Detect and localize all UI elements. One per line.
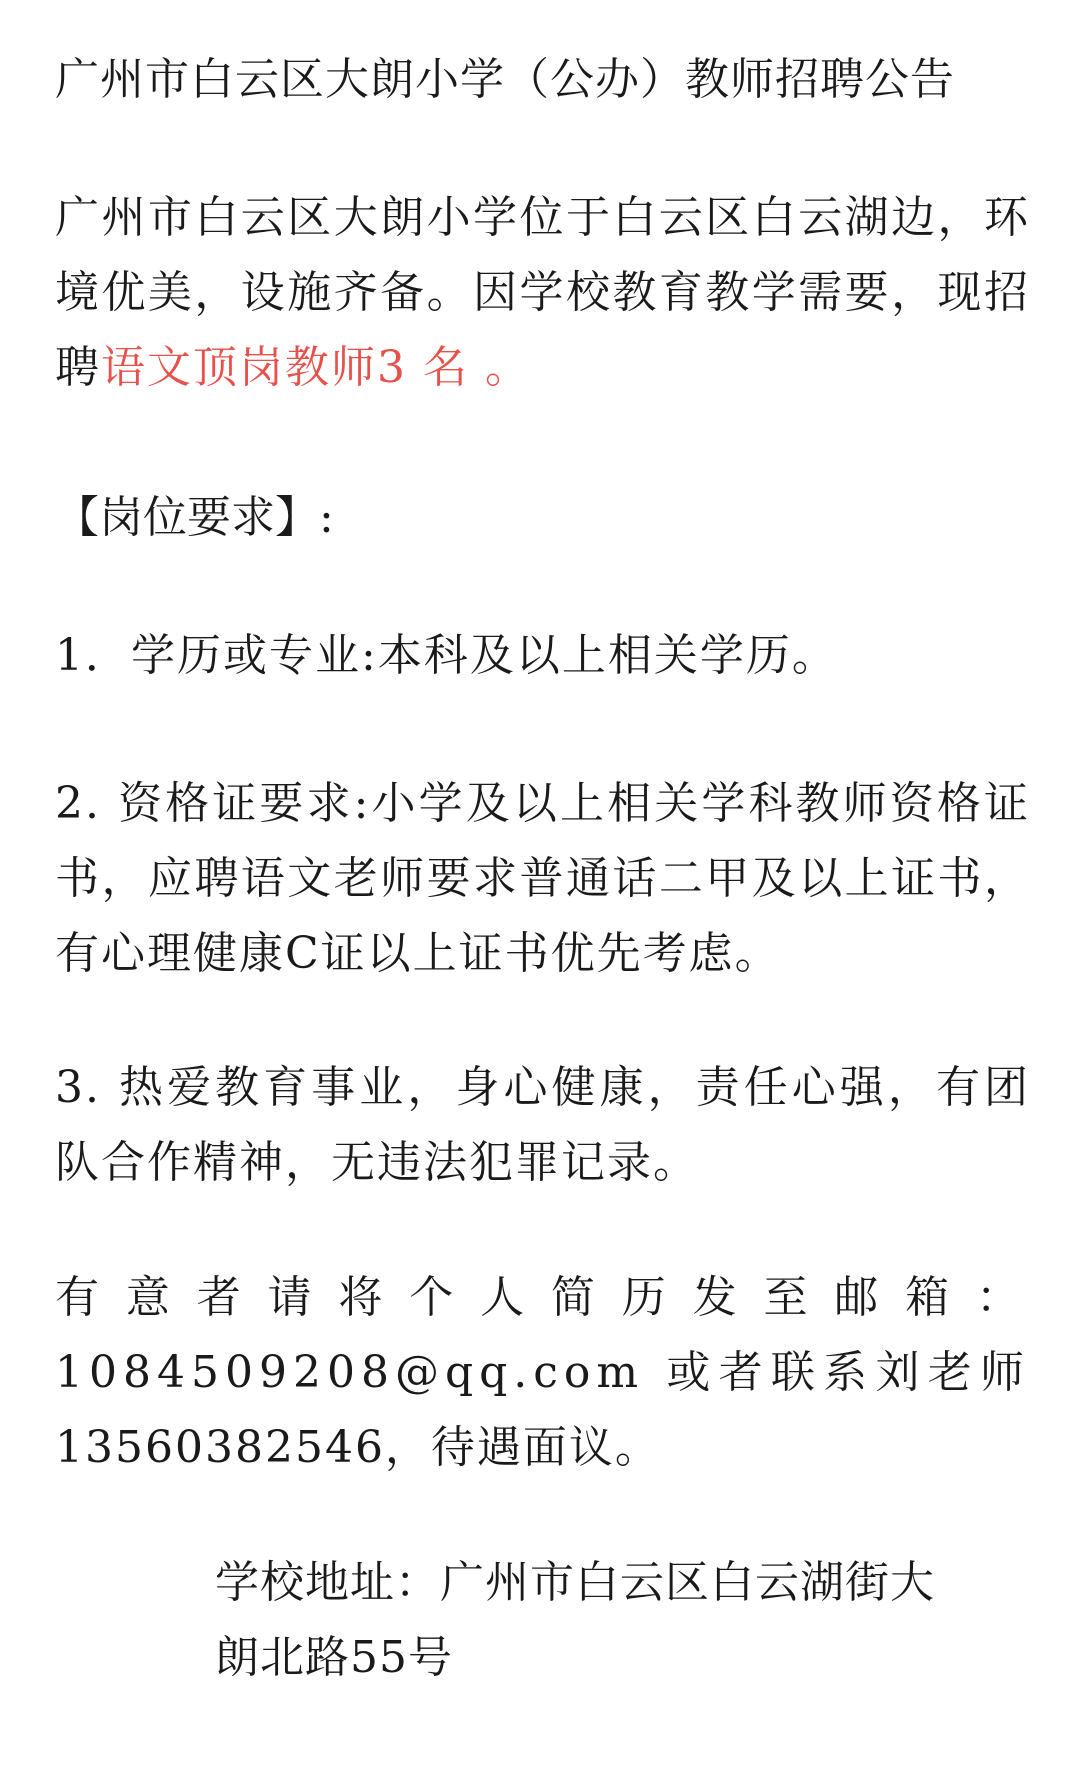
intro-paragraph: [55, 180, 1030, 405]
requirement-item-3: 3. 热爱教育事业，身心健康，责任心强，有团队合作精神，无违法犯罪记录。: [55, 1062, 1030, 1188]
requirement-item-2: 2. 资格证要求:小学及以上相关学科教师资格证书，应聘语文老师要求普通话二甲及以上证书，有心理健康C证以上证书优先考虑。: [55, 778, 1030, 979]
contact-line-2: 1084509208@qq.com 或者联系刘老师: [55, 1347, 1030, 1398]
requirement-item-1: 1．学历或专业:本科及以上相关学历。: [55, 630, 838, 681]
school-address: 学校地址：广州市白云区白云湖街大朗北路55号: [215, 1557, 935, 1683]
page-title: 广州市白云区大朗小学（公办）教师招聘公告: [55, 54, 955, 105]
requirements-heading: 【岗位要求】:: [55, 492, 334, 543]
contact-paragraph: [55, 1260, 1030, 1485]
highlight-position: 语文顶岗教师3 名 。: [101, 342, 531, 393]
intro-text: 广州市白云区大朗小学位于白云区白云湖边，环境优美，设施齐备。因学校教育教学需要，现招聘: [55, 192, 1030, 393]
contact-line-1: 有意者请将个人简历发至邮箱：: [55, 1272, 1030, 1323]
contact-line-3: 13560382546，待遇面议。: [55, 1422, 661, 1473]
